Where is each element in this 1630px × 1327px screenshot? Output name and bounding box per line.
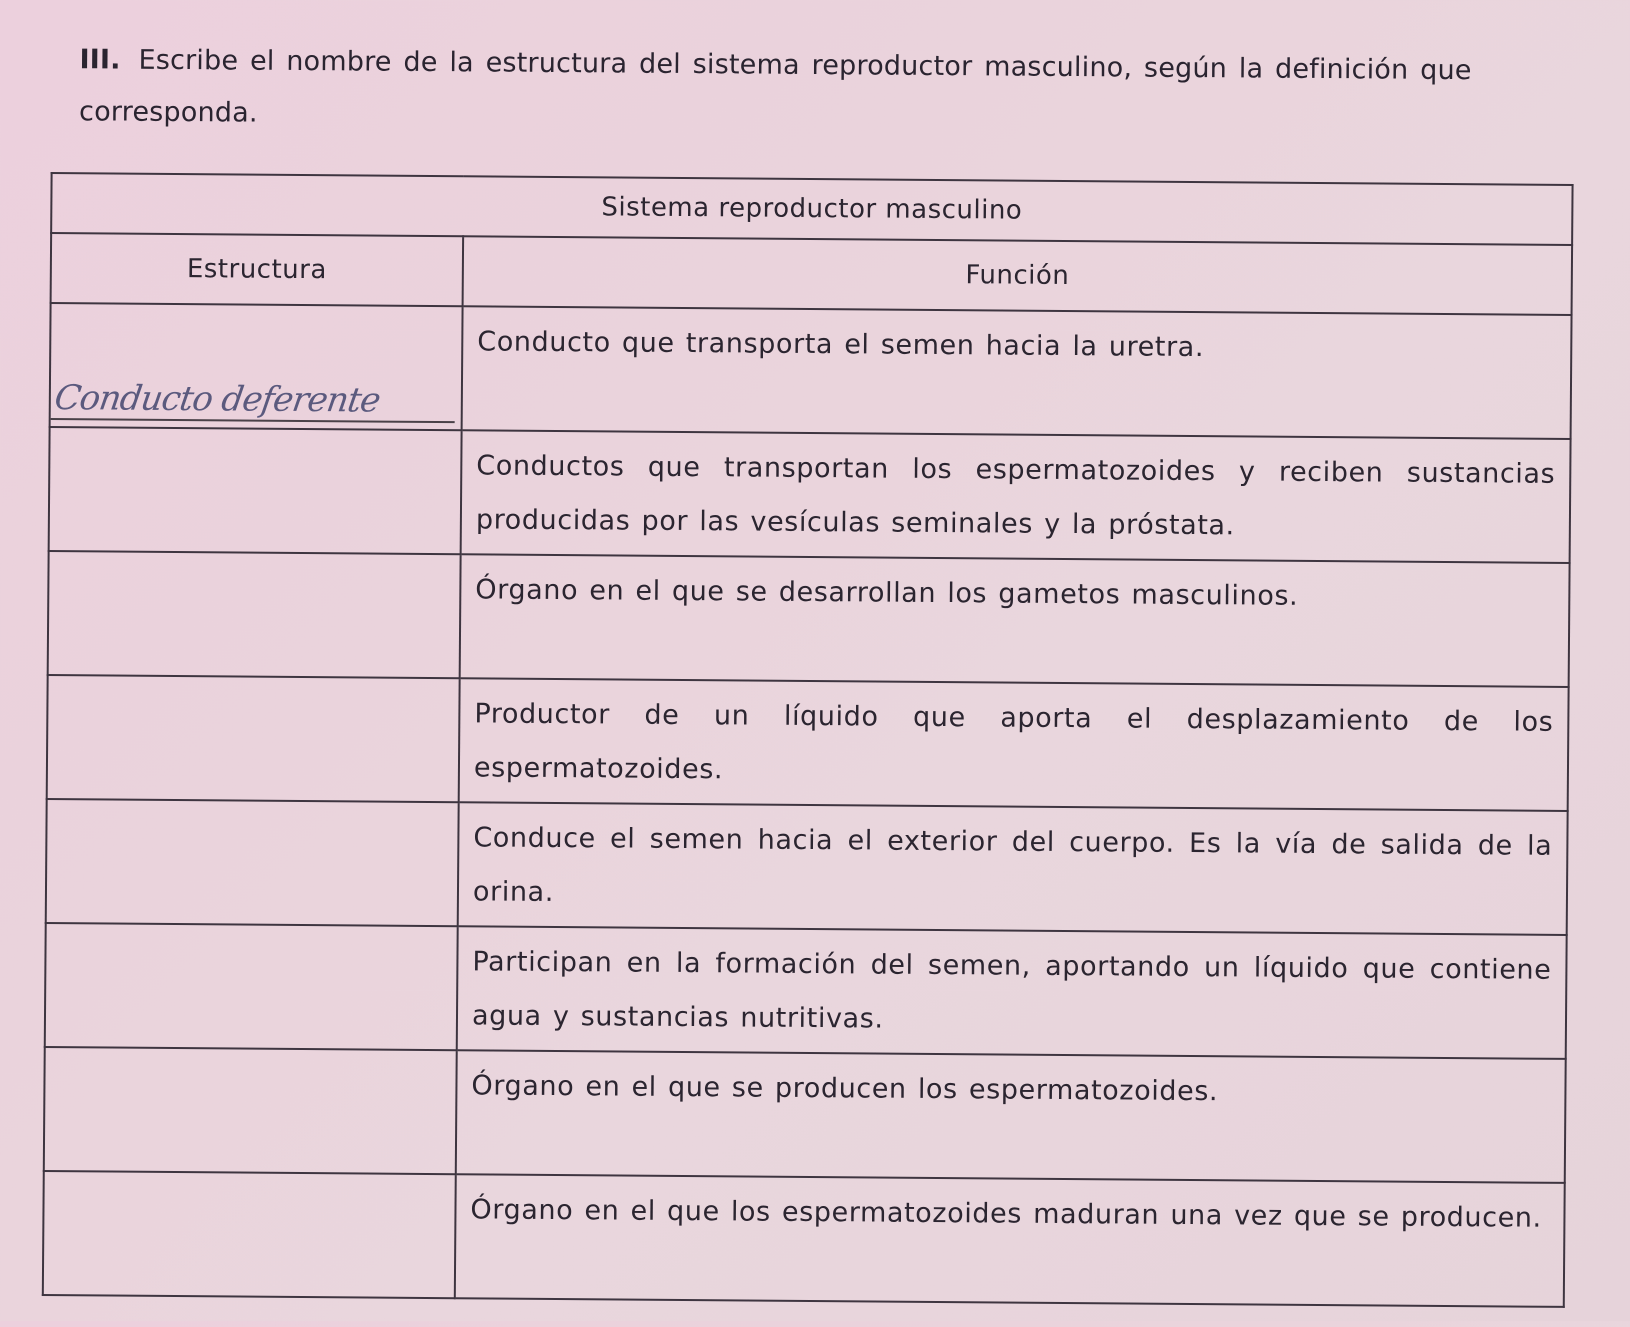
function-description: Órgano en el que se desarrollan los gametos masculinos. <box>460 554 1570 687</box>
function-description: Órgano en el que los espermatozoides maduran una vez que se producen. <box>455 1174 1565 1307</box>
function-description: Participan en la formación del semen, aportando un líquido que contiene agua y sustancias nutritivas. <box>457 926 1567 1059</box>
function-description: Conductos que transportan los espermatozoides y reciben sustancias producidas por las vesículas seminales y la próstata. <box>461 430 1571 563</box>
table-row <box>43 1171 1565 1307</box>
instruction-body: Escribe el nombre de la estructura del sistema reproductor masculino, según la definición que corresponda. <box>78 44 1472 129</box>
header-function: Función <box>463 236 1573 315</box>
table-header-row <box>51 233 1573 315</box>
table-row <box>49 427 1571 563</box>
function-description: Órgano en el que se producen los espermatozoides. <box>456 1050 1566 1183</box>
table-title: Sistema reproductor masculino <box>51 173 1572 245</box>
structure-answer-cell[interactable] <box>43 1171 456 1298</box>
function-description: Productor de un líquido que aporta el desplazamiento de los espermatozoides. <box>459 678 1569 811</box>
table-row <box>48 551 1570 687</box>
table-row <box>45 923 1567 1059</box>
header-structure: Estructura <box>51 233 464 306</box>
structure-answer-cell[interactable] <box>45 923 458 1050</box>
structure-answer-cell[interactable] <box>50 303 463 430</box>
worksheet-table <box>42 172 1574 1308</box>
table-row <box>50 303 1572 439</box>
function-description: Conducto que transporta el semen hacia la uretra. <box>462 306 1572 439</box>
answer-underline <box>51 418 455 423</box>
structure-answer-cell[interactable] <box>47 675 460 802</box>
structure-answer-cell[interactable] <box>48 551 461 678</box>
function-description: Conduce el semen hacia el exterior del cuerpo. Es la vía de salida de la orina. <box>458 802 1568 935</box>
structure-answer-cell[interactable] <box>49 427 462 554</box>
instruction-text <box>79 34 1520 149</box>
table-row <box>47 675 1569 811</box>
structure-answer-cell[interactable] <box>46 799 459 926</box>
structure-answer-cell[interactable] <box>44 1047 457 1174</box>
table-row <box>46 799 1568 935</box>
handwritten-answer: Conducto deferente <box>51 378 383 421</box>
instruction-number: III. <box>79 44 121 76</box>
table-row <box>44 1047 1566 1183</box>
